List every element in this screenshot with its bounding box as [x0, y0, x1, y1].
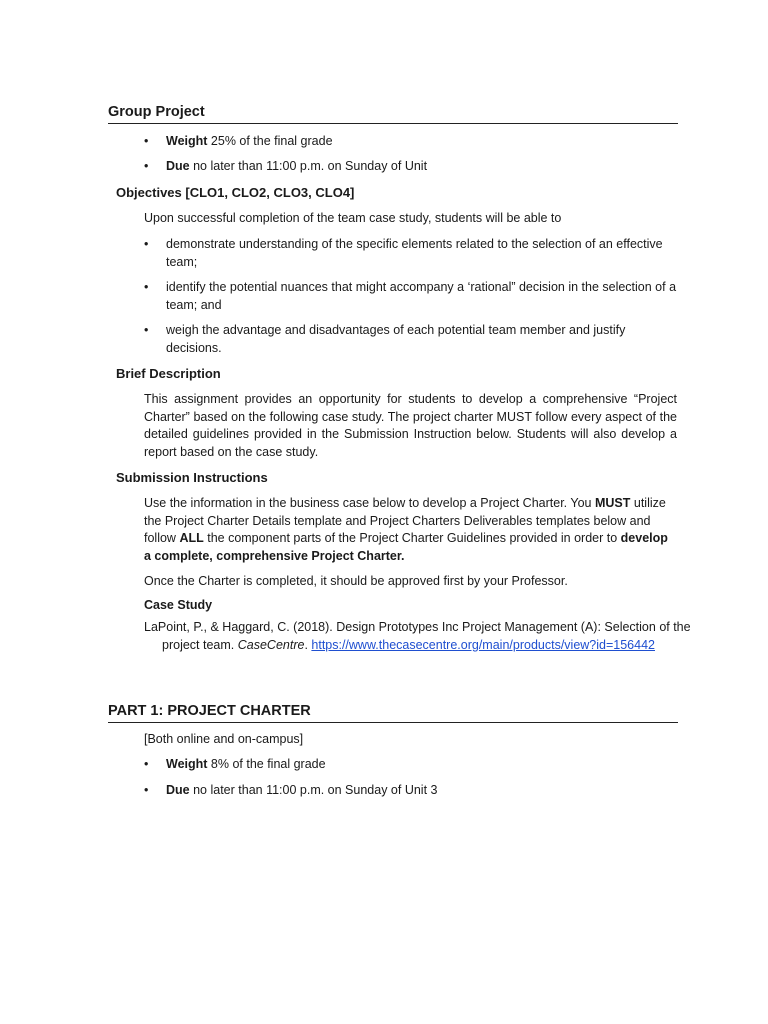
weight-text: 8% of the final grade	[207, 757, 326, 771]
due-label: Due	[166, 783, 190, 797]
objectives-intro: Upon successful completion of the team case study, students will be able to	[144, 211, 562, 225]
case-study-reference: LaPoint, P., & Haggard, C. (2018). Design Prototypes Inc Project Management (A): Selection of the project team. CaseCentre. https://www.thecasecentre.org/main/products/view?id=156442	[144, 620, 691, 652]
submission-instructions-heading: Submission Instructions	[116, 470, 268, 485]
brief-description-heading: Brief Description	[116, 366, 221, 381]
must-emphasis: MUST	[594, 496, 631, 510]
part1-note: [Both online and on-campus]	[144, 732, 304, 746]
objective-text: weigh the advantage and disadvantages of each potential team member and justify decisions.	[166, 323, 626, 355]
bullet-icon: •	[144, 783, 149, 797]
brief-description-text: This assignment provides an opportunity for students to develop a comprehensive “Project Charter” based on the following case study. The project charter MUST follow every aspect of the detailed guidelines provided in the Submission Instruction below. Students will also develop a report based on the case study.	[144, 392, 677, 459]
bullet-icon: •	[144, 237, 149, 251]
submission-paragraph: Use the information in the business case below to develop a Project Charter. You MUST utilize the Project Charter Details template and Project Charters Deliverables templates below and follow ALL the component parts of the Project Charter Guidelines provided in order to develop a complete, comprehensive Project Charter.	[144, 496, 668, 563]
bullet-icon: •	[144, 323, 149, 337]
due-text: no later than 11:00 p.m. on Sunday of Unit 3	[189, 783, 438, 797]
develop-emphasis: develop a complete, comprehensive Project Charter.	[144, 531, 668, 563]
bullet-icon: •	[144, 757, 149, 771]
weight-label: Weight	[166, 134, 208, 148]
objectives-heading: Objectives [CLO1, CLO2, CLO3, CLO4]	[116, 185, 355, 200]
objective-text: identify the potential nuances that might accompany a ‘rational” decision in the selection of a team; and	[166, 280, 677, 312]
objective-text: demonstrate understanding of the specific elements related to the selection of an effective team;	[166, 237, 663, 269]
weight-text: 25% of the final grade	[207, 134, 333, 148]
bullet-icon: •	[144, 134, 149, 148]
due-text: no later than 11:00 p.m. on Sunday of Unit	[189, 159, 428, 173]
bullet-icon: •	[144, 159, 149, 173]
case-study-heading: Case Study	[144, 598, 213, 612]
journal-name: CaseCentre	[237, 637, 305, 652]
approval-note: Once the Charter is completed, it should be approved first by your Professor.	[144, 574, 568, 588]
weight-label: Weight	[166, 757, 208, 771]
case-study-link[interactable]: https://www.thecasecentre.org/main/products/view?id=156442	[311, 637, 655, 652]
all-emphasis: ALL	[179, 531, 204, 545]
group-project-heading: Group Project	[108, 104, 678, 124]
due-label: Due	[166, 159, 190, 173]
part1-heading: PART 1: PROJECT CHARTER	[108, 703, 678, 723]
bullet-icon: •	[144, 280, 149, 294]
